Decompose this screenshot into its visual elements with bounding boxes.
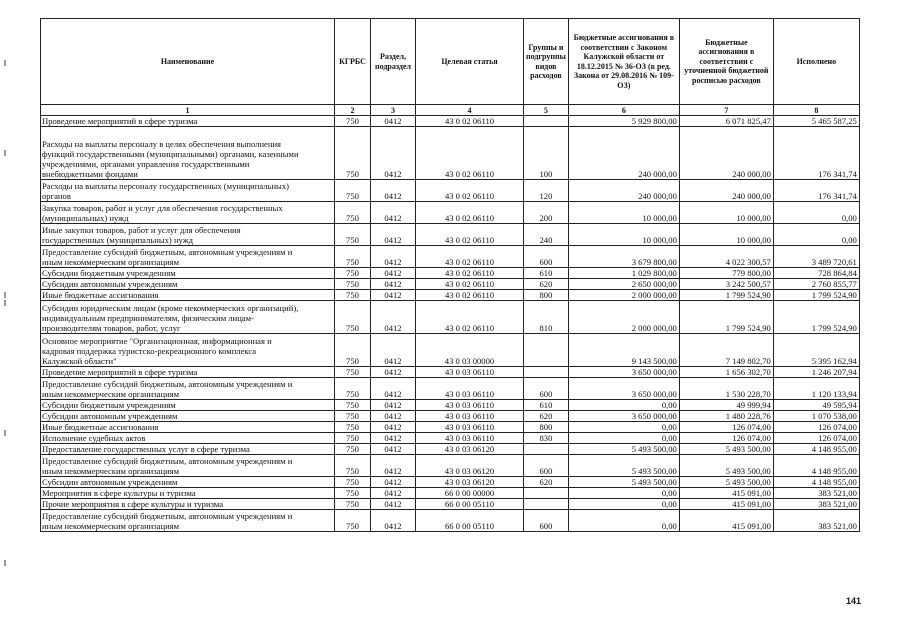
- cell-name: Основное мероприятие "Организационная, информационная и кадровая поддержка туристско-рекреационного комплекса Калужской области": [41, 334, 335, 367]
- table-row: [41, 224, 860, 246]
- cell-schedule-allocation: 3 242 500,57: [679, 279, 773, 290]
- header-groups: Группы и подгруппы видов расходов: [524, 19, 569, 105]
- cell-law-allocation: 5 929 800,00: [568, 116, 679, 127]
- table-row: [41, 455, 860, 477]
- table-row: [41, 444, 860, 455]
- cell-name: Субсидии юридическим лицам (кроме некоммерческих организаций), индивидуальным предпринимателям, физическим лицам- производителям товаров, работ, услуг: [41, 301, 335, 334]
- cell-executed: 4 148 955,00: [773, 444, 859, 455]
- cell-group: 600: [524, 455, 569, 477]
- table-row: [41, 290, 860, 301]
- cell-schedule-allocation: 5 493 500,00: [679, 477, 773, 488]
- cell-schedule-allocation: 126 074,00: [679, 422, 773, 433]
- table-row: [41, 127, 860, 180]
- table-row: [41, 301, 860, 334]
- cell-executed: 1 799 524,90: [773, 290, 859, 301]
- cell-law-allocation: 240 000,00: [568, 180, 679, 202]
- cell-schedule-allocation: 5 493 500,00: [679, 444, 773, 455]
- cell-name: Иные закупки товаров, работ и услуг для обеспечения государственных (муниципальных) нужд: [41, 224, 335, 246]
- cell-name: Иные бюджетные ассигнования: [41, 422, 335, 433]
- cell-kgrbs: 750: [335, 301, 371, 334]
- cell-kgrbs: 750: [335, 367, 371, 378]
- cell-target: 43 0 03 06120: [416, 477, 524, 488]
- cell-schedule-allocation: 10 000,00: [679, 224, 773, 246]
- cell-law-allocation: 3 650 000,00: [568, 378, 679, 400]
- col-number: 3: [371, 105, 416, 116]
- cell-target: 43 0 03 06120: [416, 444, 524, 455]
- cell-group: [524, 116, 569, 127]
- col-number: 6: [568, 105, 679, 116]
- cell-group: 800: [524, 422, 569, 433]
- cell-target: 43 0 03 06110: [416, 400, 524, 411]
- cell-section: 0412: [371, 510, 416, 532]
- cell-name: Субсидии автономным учреждениям: [41, 477, 335, 488]
- cell-kgrbs: 750: [335, 499, 371, 510]
- cell-section: 0412: [371, 444, 416, 455]
- cell-law-allocation: 0,00: [568, 510, 679, 532]
- cell-kgrbs: 750: [335, 334, 371, 367]
- cell-name: Субсидии автономным учреждениям: [41, 411, 335, 422]
- cell-target: 43 0 02 06110: [416, 268, 524, 279]
- cell-executed: 126 074,00: [773, 433, 859, 444]
- cell-schedule-allocation: 240 000,00: [679, 127, 773, 180]
- cell-target: 43 0 02 06110: [416, 290, 524, 301]
- cell-law-allocation: 9 143 500,00: [568, 334, 679, 367]
- cell-group: [524, 444, 569, 455]
- table-row: [41, 268, 860, 279]
- cell-name: Субсидии автономным учреждениям: [41, 279, 335, 290]
- cell-law-allocation: 2 000 000,00: [568, 301, 679, 334]
- cell-target: 43 0 03 00000: [416, 334, 524, 367]
- cell-group: [524, 334, 569, 367]
- table-row: [41, 378, 860, 400]
- cell-name: Субсидии бюджетным учреждениям: [41, 268, 335, 279]
- cell-section: 0412: [371, 246, 416, 268]
- cell-law-allocation: 10 000,00: [568, 202, 679, 224]
- cell-schedule-allocation: 4 022 300,57: [679, 246, 773, 268]
- cell-section: 0412: [371, 488, 416, 499]
- cell-target: 66 0 00 05110: [416, 510, 524, 532]
- cell-executed: 0,00: [773, 224, 859, 246]
- cell-schedule-allocation: 1 799 524,90: [679, 301, 773, 334]
- cell-kgrbs: 750: [335, 477, 371, 488]
- cell-group: 240: [524, 224, 569, 246]
- cell-group: [524, 499, 569, 510]
- cell-target: 43 0 03 06110: [416, 367, 524, 378]
- header-section: Раздел, подраздел: [371, 19, 416, 105]
- cell-section: 0412: [371, 268, 416, 279]
- cell-target: 43 0 02 06110: [416, 116, 524, 127]
- cell-target: 66 0 00 05110: [416, 499, 524, 510]
- table-row: [41, 422, 860, 433]
- cell-kgrbs: 750: [335, 279, 371, 290]
- table-row: [41, 400, 860, 411]
- cell-executed: 728 864,84: [773, 268, 859, 279]
- column-number-row: [41, 105, 860, 116]
- cell-target: 43 0 03 06110: [416, 378, 524, 400]
- cell-schedule-allocation: 1 656 302,70: [679, 367, 773, 378]
- cell-section: 0412: [371, 433, 416, 444]
- cell-group: 810: [524, 301, 569, 334]
- cell-name: Иные бюджетные ассигнования: [41, 290, 335, 301]
- cell-executed: 3 489 720,61: [773, 246, 859, 268]
- cell-name: Исполнение судебных актов: [41, 433, 335, 444]
- cell-target: 43 0 02 06110: [416, 224, 524, 246]
- cell-group: [524, 367, 569, 378]
- cell-group: 610: [524, 400, 569, 411]
- cell-section: 0412: [371, 477, 416, 488]
- col-number: 5: [524, 105, 569, 116]
- table-row: [41, 116, 860, 127]
- table-row: [41, 488, 860, 499]
- cell-kgrbs: 750: [335, 180, 371, 202]
- cell-name: Мероприятия в сфере культуры и туризма: [41, 488, 335, 499]
- cell-section: 0412: [371, 202, 416, 224]
- cell-schedule-allocation: 49 999,94: [679, 400, 773, 411]
- cell-kgrbs: 750: [335, 455, 371, 477]
- cell-section: 0412: [371, 400, 416, 411]
- cell-executed: 176 341,74: [773, 180, 859, 202]
- cell-section: 0412: [371, 180, 416, 202]
- cell-group: 620: [524, 477, 569, 488]
- cell-executed: 1 120 133,94: [773, 378, 859, 400]
- cell-law-allocation: 5 493 500,00: [568, 455, 679, 477]
- cell-kgrbs: 750: [335, 290, 371, 301]
- cell-target: 43 0 03 06110: [416, 422, 524, 433]
- cell-target: 43 0 02 06110: [416, 246, 524, 268]
- cell-section: 0412: [371, 499, 416, 510]
- cell-group: 120: [524, 180, 569, 202]
- cell-executed: 2 760 855,77: [773, 279, 859, 290]
- cell-law-allocation: 3 679 800,00: [568, 246, 679, 268]
- cell-law-allocation: 0,00: [568, 433, 679, 444]
- cell-law-allocation: 240 000,00: [568, 127, 679, 180]
- cell-executed: 383 521,00: [773, 499, 859, 510]
- table-row: [41, 367, 860, 378]
- cell-target: 43 0 02 06110: [416, 301, 524, 334]
- header-law-allocations: Бюджетные ассигнования в соответствии с Законом Калужской области от 18.12.2015 № 36-ОЗ (в ред. Закона от 29.08.2016 № 109-ОЗ): [568, 19, 679, 105]
- page-number: 141: [846, 596, 862, 606]
- cell-name: Предоставление субсидий бюджетным, автономным учреждениям и иным некоммерческим организациям: [41, 455, 335, 477]
- cell-section: 0412: [371, 422, 416, 433]
- binding-margin-marks: [4, 0, 8, 640]
- header-kgrbs: КГРБС: [335, 19, 371, 105]
- cell-name: Субсидии бюджетным учреждениям: [41, 400, 335, 411]
- cell-executed: 383 521,00: [773, 488, 859, 499]
- col-number: 7: [679, 105, 773, 116]
- cell-kgrbs: 750: [335, 127, 371, 180]
- cell-schedule-allocation: 415 091,00: [679, 499, 773, 510]
- cell-law-allocation: 5 493 500,00: [568, 477, 679, 488]
- cell-executed: 176 341,74: [773, 127, 859, 180]
- cell-name: Проведение мероприятий в сфере туризма: [41, 367, 335, 378]
- cell-schedule-allocation: 779 800,00: [679, 268, 773, 279]
- cell-schedule-allocation: 7 149 802,70: [679, 334, 773, 367]
- cell-section: 0412: [371, 367, 416, 378]
- cell-section: 0412: [371, 127, 416, 180]
- cell-target: 43 0 02 06110: [416, 127, 524, 180]
- cell-law-allocation: 2 000 000,00: [568, 290, 679, 301]
- cell-group: 620: [524, 279, 569, 290]
- cell-group: 100: [524, 127, 569, 180]
- cell-executed: 49 595,94: [773, 400, 859, 411]
- cell-schedule-allocation: 5 493 500,00: [679, 455, 773, 477]
- cell-kgrbs: 750: [335, 510, 371, 532]
- table-row: [41, 202, 860, 224]
- cell-name: Закупка товаров, работ и услуг для обеспечения государственных (муниципальных) нужд: [41, 202, 335, 224]
- cell-group: 620: [524, 411, 569, 422]
- cell-executed: 5 465 587,25: [773, 116, 859, 127]
- cell-name: Расходы на выплаты персоналу в целях обеспечения выполнения функций государственными (муниципальными) органами, казенными учреждениями, органами управления государственными внебюджетными фондами: [41, 127, 335, 180]
- cell-target: 43 0 03 06120: [416, 455, 524, 477]
- cell-executed: 1 799 524,90: [773, 301, 859, 334]
- header-executed: Исполнено: [773, 19, 859, 105]
- cell-section: 0412: [371, 378, 416, 400]
- cell-section: 0412: [371, 290, 416, 301]
- table-row: [41, 433, 860, 444]
- cell-law-allocation: 0,00: [568, 422, 679, 433]
- cell-kgrbs: 750: [335, 488, 371, 499]
- cell-target: 43 0 03 06110: [416, 411, 524, 422]
- cell-target: 66 0 00 00000: [416, 488, 524, 499]
- cell-law-allocation: 10 000,00: [568, 224, 679, 246]
- cell-kgrbs: 750: [335, 202, 371, 224]
- cell-group: 830: [524, 433, 569, 444]
- cell-name: Предоставление субсидий бюджетным, автономным учреждениям и иным некоммерческим организациям: [41, 378, 335, 400]
- cell-name: Предоставление субсидий бюджетным, автономным учреждениям и иным некоммерческим организациям: [41, 246, 335, 268]
- header-schedule-allocations: Бюджетные ассигнования в соответствии с уточненной бюджетной росписью расходов: [679, 19, 773, 105]
- cell-schedule-allocation: 240 000,00: [679, 180, 773, 202]
- cell-group: 600: [524, 378, 569, 400]
- cell-name: Расходы на выплаты персоналу государственных (муниципальных) органов: [41, 180, 335, 202]
- cell-section: 0412: [371, 334, 416, 367]
- table-row: [41, 510, 860, 532]
- cell-group: 800: [524, 290, 569, 301]
- cell-kgrbs: 750: [335, 422, 371, 433]
- cell-kgrbs: 750: [335, 268, 371, 279]
- col-number: 8: [773, 105, 859, 116]
- table-header-row: [41, 19, 860, 105]
- budget-table: [40, 18, 860, 532]
- cell-executed: 126 074,00: [773, 422, 859, 433]
- cell-section: 0412: [371, 224, 416, 246]
- cell-executed: 5 395 162,94: [773, 334, 859, 367]
- cell-law-allocation: 0,00: [568, 488, 679, 499]
- cell-schedule-allocation: 415 091,00: [679, 488, 773, 499]
- cell-executed: 4 148 955,00: [773, 477, 859, 488]
- cell-kgrbs: 750: [335, 116, 371, 127]
- cell-target: 43 0 02 06110: [416, 180, 524, 202]
- cell-law-allocation: 0,00: [568, 400, 679, 411]
- cell-kgrbs: 750: [335, 400, 371, 411]
- cell-law-allocation: 2 650 000,00: [568, 279, 679, 290]
- table-row: [41, 246, 860, 268]
- cell-schedule-allocation: 415 091,00: [679, 510, 773, 532]
- cell-law-allocation: 1 029 800,00: [568, 268, 679, 279]
- cell-target: 43 0 02 06110: [416, 279, 524, 290]
- header-name: Наименование: [41, 19, 335, 105]
- cell-target: 43 0 03 06110: [416, 433, 524, 444]
- cell-schedule-allocation: 1 799 524,90: [679, 290, 773, 301]
- cell-executed: 1 246 207,94: [773, 367, 859, 378]
- cell-kgrbs: 750: [335, 378, 371, 400]
- cell-group: 610: [524, 268, 569, 279]
- cell-law-allocation: 3 650 000,00: [568, 367, 679, 378]
- cell-schedule-allocation: 6 071 825,47: [679, 116, 773, 127]
- cell-law-allocation: 0,00: [568, 499, 679, 510]
- cell-kgrbs: 750: [335, 444, 371, 455]
- cell-group: 200: [524, 202, 569, 224]
- cell-kgrbs: 750: [335, 224, 371, 246]
- col-number: 4: [416, 105, 524, 116]
- cell-section: 0412: [371, 116, 416, 127]
- cell-executed: 4 148 955,00: [773, 455, 859, 477]
- cell-name: Прочие мероприятия в сфере культуры и туризма: [41, 499, 335, 510]
- cell-group: 600: [524, 510, 569, 532]
- cell-executed: 383 521,00: [773, 510, 859, 532]
- table-row: [41, 499, 860, 510]
- cell-kgrbs: 750: [335, 411, 371, 422]
- cell-schedule-allocation: 10 000,00: [679, 202, 773, 224]
- cell-target: 43 0 02 06110: [416, 202, 524, 224]
- cell-kgrbs: 750: [335, 433, 371, 444]
- cell-schedule-allocation: 126 074,00: [679, 433, 773, 444]
- header-target: Целевая статья: [416, 19, 524, 105]
- cell-name: Предоставление субсидий бюджетным, автономным учреждениям и иным некоммерческим организациям: [41, 510, 335, 532]
- table-row: [41, 279, 860, 290]
- cell-section: 0412: [371, 411, 416, 422]
- col-number: 1: [41, 105, 335, 116]
- cell-group: [524, 488, 569, 499]
- cell-name: Предоставление государственных услуг в сфере туризма: [41, 444, 335, 455]
- cell-section: 0412: [371, 279, 416, 290]
- table-row: [41, 334, 860, 367]
- cell-schedule-allocation: 1 480 228,76: [679, 411, 773, 422]
- table-row: [41, 477, 860, 488]
- cell-name: Проведение мероприятий в сфере туризма: [41, 116, 335, 127]
- col-number: 2: [335, 105, 371, 116]
- cell-executed: 0,00: [773, 202, 859, 224]
- cell-kgrbs: 750: [335, 246, 371, 268]
- cell-section: 0412: [371, 455, 416, 477]
- cell-law-allocation: 5 493 500,00: [568, 444, 679, 455]
- table-row: [41, 411, 860, 422]
- cell-section: 0412: [371, 301, 416, 334]
- cell-executed: 1 070 538,00: [773, 411, 859, 422]
- cell-group: 600: [524, 246, 569, 268]
- cell-schedule-allocation: 1 530 228,70: [679, 378, 773, 400]
- table-row: [41, 180, 860, 202]
- cell-law-allocation: 3 650 000,00: [568, 411, 679, 422]
